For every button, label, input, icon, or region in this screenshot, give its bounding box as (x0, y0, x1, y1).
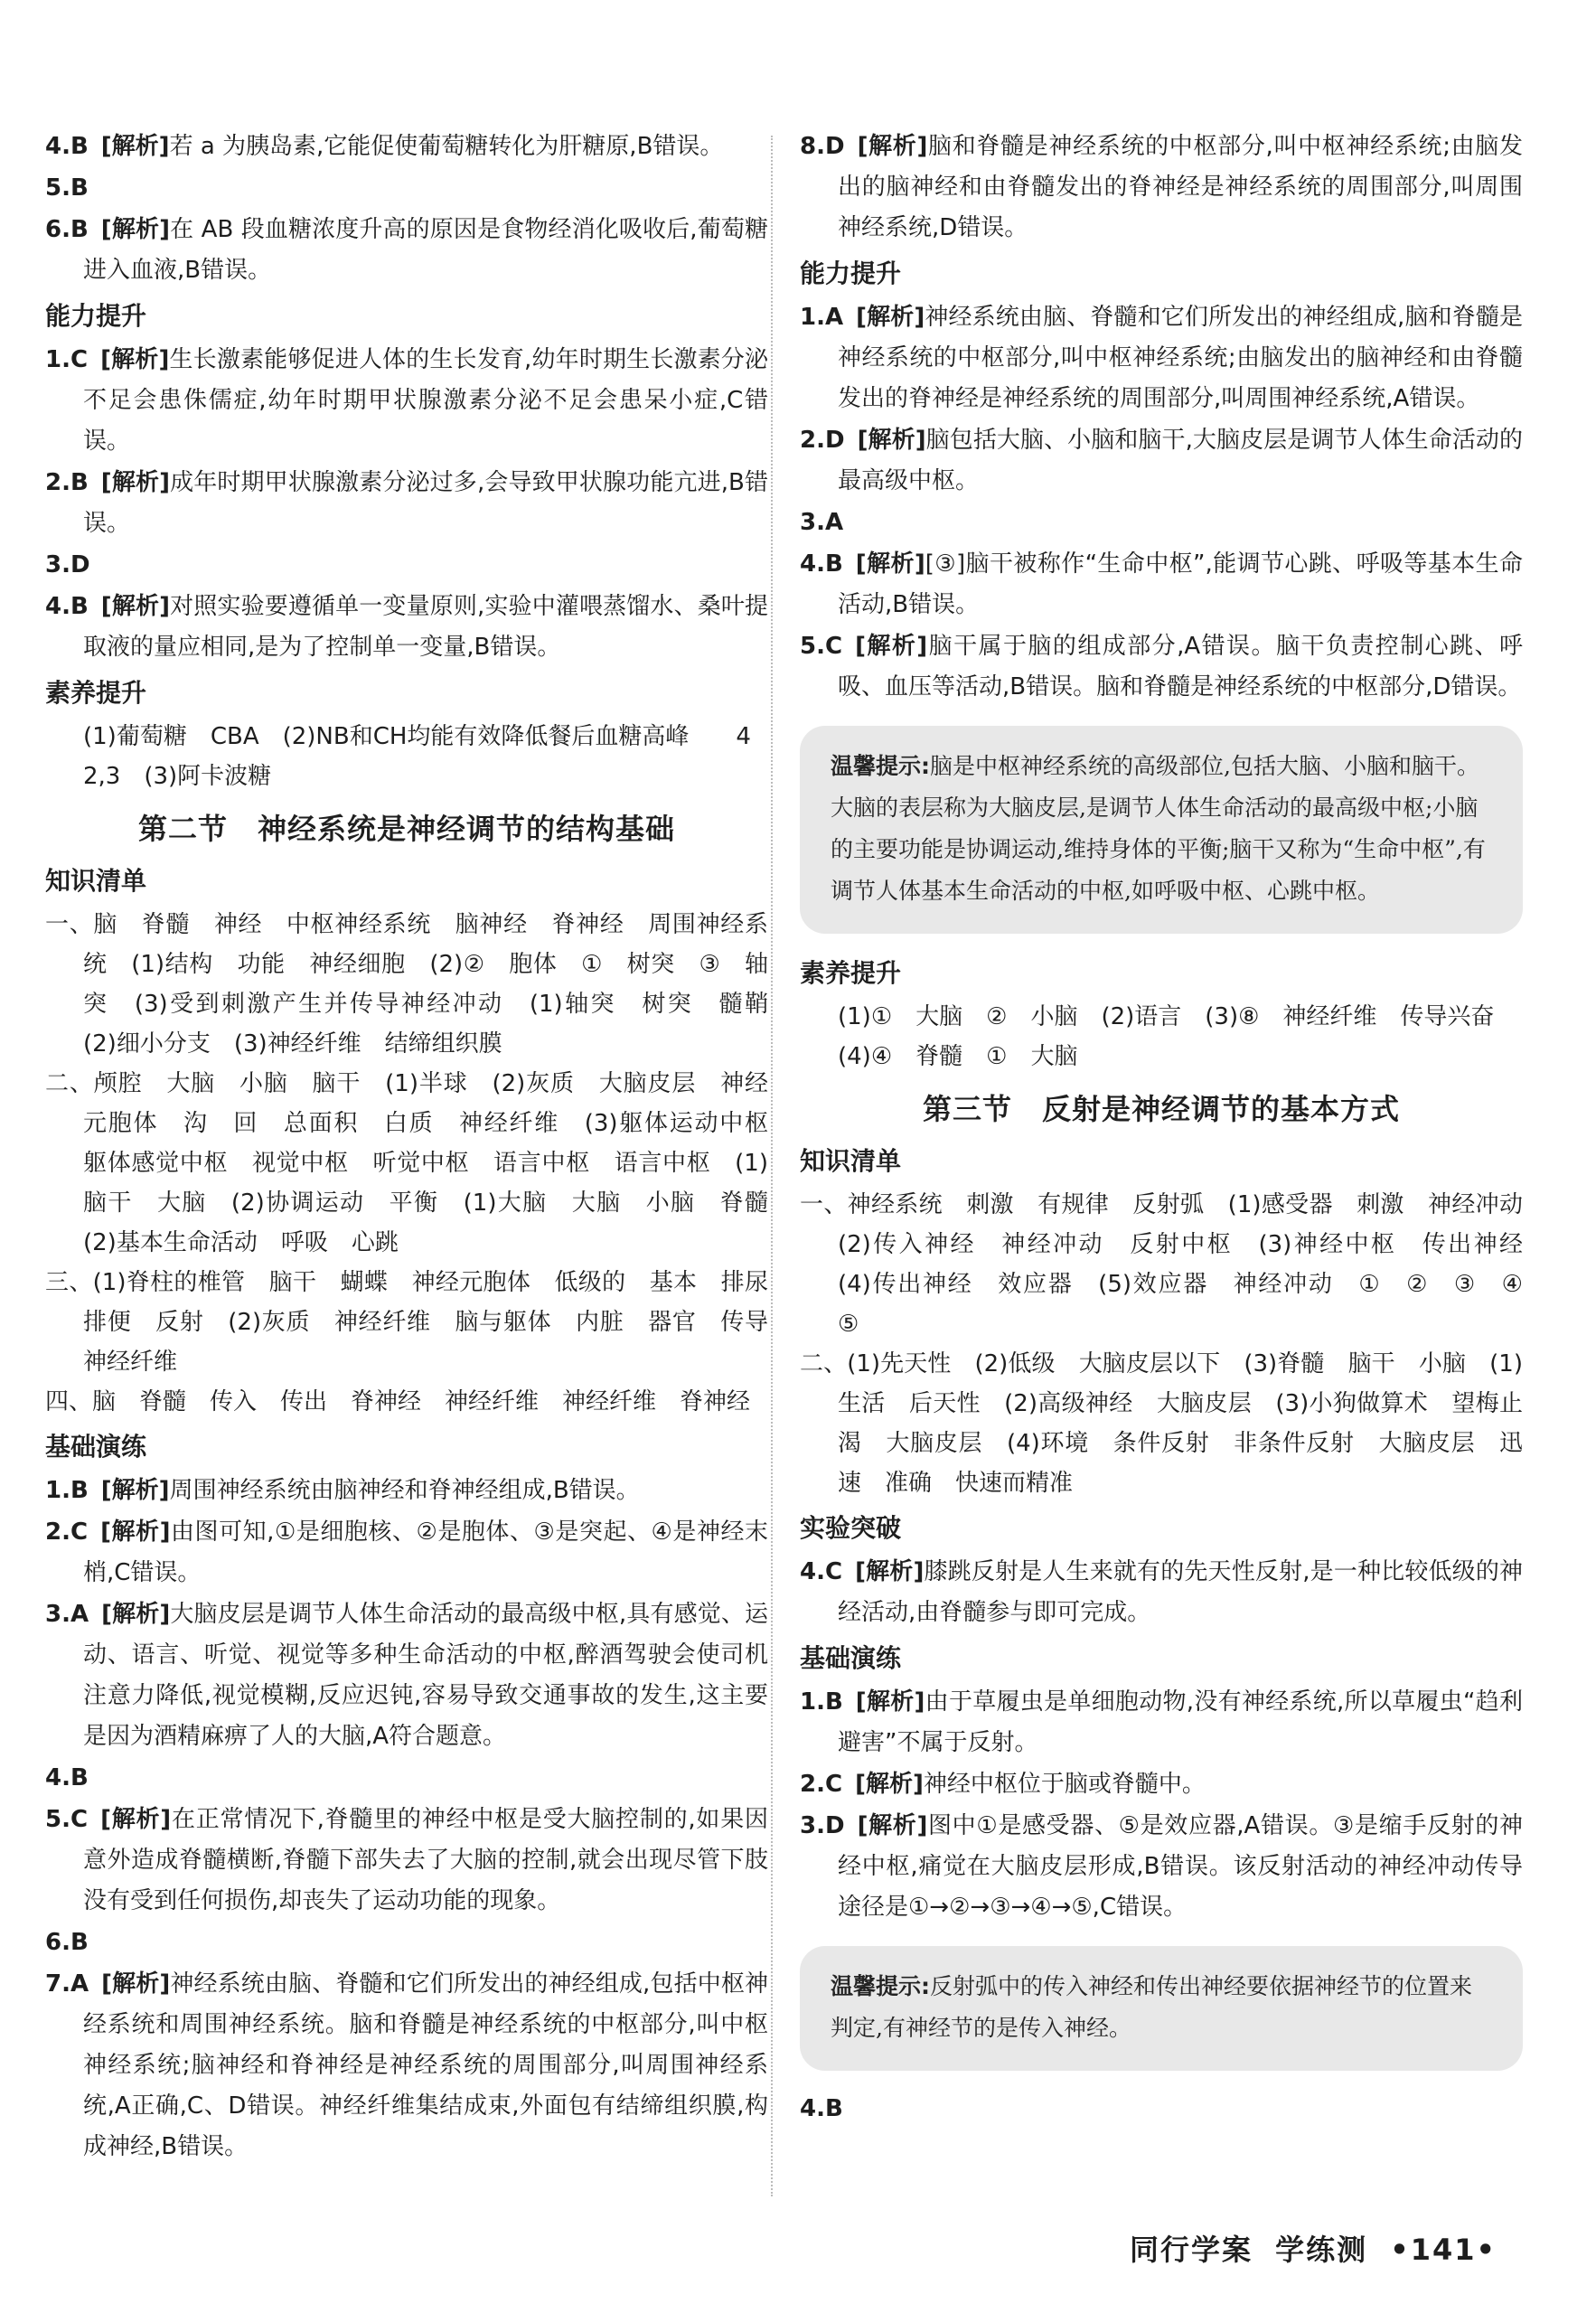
answer-explanation: 周围神经系统由脑神经和脊神经组成,B错误。 (169, 1477, 640, 1504)
answer-number: 6. (45, 216, 70, 243)
right-literacy-text: (1)① 大脑 ② 小脑 (2)语言 (3)⑧ 神经纤维 传导兴奋 (4)④ 脊髓 ① 大脑 (838, 1003, 1518, 1070)
answer-explanation: 对照实验要遵循单一变量原则,实验中灌喂蒸馏水、桑叶提取液的量应相同,是为了控制单一变量,B错误。 (83, 593, 768, 661)
answer-explanation: 神经系统由脑、脊髓和它们所发出的神经组成,包括中枢神经系统和周围神经系统。脑和脊髓是神经系统的中枢部分,叫中枢神经系统;脑神经和脊神经是神经系统的周围部分,叫周围神经系统,A正确,C、D错误。神经纤维集结成束,外面包有结缔组织膜,构成神经,B错误。 (83, 1970, 768, 2160)
answer-number: 4. (45, 1764, 70, 1791)
answer-choice: B (824, 550, 843, 578)
knowledge-item: 二、颅腔 大脑 小脑 脑干 (1)半球 (2)灰质 大脑皮层 神经元胞体 沟 回 总面积 白质 神经纤维 (3)躯体运动中枢 躯体感觉中枢 视觉中枢 听觉中枢 语言中枢 语言中枢 (1)脑干 大脑 (2)协调运动 平衡 (1)大脑 大脑 小脑 脊髓 (2)基本生命活动 呼吸 心跳 (45, 1070, 793, 1256)
knowledge-item: 四、脑 脊髓 传入 传出 脊神经 神经纤维 神经纤维 脊神经 (45, 1388, 751, 1415)
answer-explanation: 脑和脊髓是神经系统的中枢部分,叫中枢神经系统;由脑发出的脑神经和由脊髓发出的脊神经是神经系统的周围部分,叫周围神经系统,D错误。 (838, 133, 1523, 241)
left-knowledge-list (45, 905, 793, 1422)
answer-choice: A (824, 509, 844, 536)
answer-item (800, 1552, 1523, 1633)
analysis-tag: [解析] (857, 1812, 928, 1839)
analysis-tag: [解析] (100, 1806, 172, 1833)
left-intro-answers (45, 127, 768, 291)
answer-choice: C (70, 1518, 89, 1546)
knowledge-item: 一、神经系统 刺激 有规律 反射弧 (1)感受器 刺激 神经冲动 (2)传入神经 神经冲动 反射中枢 (3)神经中枢 传出神经 (4)传出神经 效应器 (5)效应器 神经冲动 ① ② ③ ④ ⑤ (800, 1191, 1547, 1338)
answer-explanation: 生长激素能够促进人体的生长发育,幼年时期生长激素分泌不足会患侏儒症,幼年时期甲状腺激素分泌不足会患呆小症,C错误。 (83, 346, 768, 455)
analysis-tag: [解析] (101, 1601, 171, 1628)
answer-choice: C (824, 1771, 843, 1798)
answer-number: 3. (800, 1812, 825, 1839)
right-top-answers (800, 127, 1523, 249)
answer-explanation: 图中①是感受器、⑤是效应器,A错误。③是缩手反射的神经中枢,痛觉在大脑皮层形成,B错误。该反射活动的神经冲动传导途径是①→②→③→④→⑤,C错误。 (838, 1812, 1523, 1921)
analysis-tag: [解析] (855, 633, 928, 660)
answer-choice: B (70, 174, 89, 202)
answer-explanation: 若 a 为胰岛素,它能促使葡萄糖转化为肝糖原,B错误。 (169, 133, 724, 160)
section3-title: 第三节 反射是神经调节的基本方式 (922, 1092, 1400, 1126)
answer-number: 3. (45, 1601, 70, 1628)
footer-series: 学练测 (1275, 2233, 1368, 2267)
answer-number: 6. (45, 1929, 70, 1956)
answer-item (45, 340, 768, 462)
answer-choice: B (70, 216, 89, 243)
right-last-answers (800, 2089, 1523, 2130)
answer-item (45, 127, 768, 167)
answer-number: 8. (800, 133, 825, 160)
answer-item (45, 1471, 768, 1511)
answer-item (45, 587, 768, 668)
answer-number: 4. (45, 133, 70, 160)
analysis-tag: [解析] (856, 304, 925, 331)
answer-item (45, 463, 768, 544)
answer-item (45, 1923, 768, 1963)
answer-explanation: 由于草履虫是单细胞动物,没有神经系统,所以草履虫“趋利避害”不属于反射。 (838, 1688, 1523, 1756)
answer-explanation: 成年时期甲状腺激素分泌过多,会导致甲状腺功能亢进,B错误。 (83, 469, 768, 537)
answer-item (45, 1594, 768, 1757)
answer-number: 1. (800, 304, 825, 331)
knowledge-item: 一、脑 脊髓 神经 中枢神经系统 脑神经 脊神经 周围神经系统 (1)结构 功能 神经细胞 (2)② 胞体 ① 树突 ③ 轴突 (3)受到刺激产生并传导神经冲动 (1)轴突 树突 髓鞘 (2)细小分支 (3)神经纤维 结缔组织膜 (45, 911, 793, 1058)
left-knowledge-heading: 知识清单 (45, 866, 147, 896)
answer-item (800, 1682, 1523, 1763)
answer-choice: B (70, 133, 89, 160)
left-ability-heading: 能力提升 (45, 301, 147, 331)
answer-number: 4. (45, 593, 70, 620)
answer-item (45, 1758, 768, 1799)
tip-text: 反射弧中的传入神经和传出神经要依据神经节的位置来判定,有神经节的是传入神经。 (831, 1973, 1473, 2041)
answer-item (45, 210, 768, 291)
answer-item (45, 1800, 768, 1922)
right-literacy-heading: 素养提升 (800, 958, 902, 988)
answer-item (800, 503, 1523, 543)
answer-choice: B (824, 1688, 843, 1716)
answer-choice: B (70, 1764, 89, 1791)
answer-number: 1. (800, 1688, 825, 1716)
answer-item (800, 2089, 1523, 2130)
analysis-tag: [解析] (100, 216, 170, 243)
right-basic-heading: 基础演练 (800, 1643, 902, 1673)
analysis-tag: [解析] (100, 133, 170, 160)
answer-number: 2. (800, 427, 825, 454)
knowledge-item: 二、(1)先天性 (2)低级 大脑皮层以下 (3)脊髓 脑干 小脑 (1)生活 后天性 (2)高级神经 大脑皮层 (3)小狗做算术 望梅止渴 大脑皮层 (4)环境 条件反射 非条件反射 大脑皮层 迅速 准确 快速而精准 (800, 1350, 1523, 1497)
answer-choice: B (824, 2095, 843, 2122)
page-footer (1119, 2227, 1497, 2269)
answer-choice: B (70, 1929, 89, 1956)
answer-number: 5. (800, 633, 825, 660)
right-ability-heading: 能力提升 (800, 259, 902, 288)
answer-number: 7. (45, 1970, 70, 1998)
analysis-tag: [解析] (101, 1970, 171, 1998)
answer-explanation: 神经中枢位于脑或脊髓中。 (923, 1771, 1206, 1798)
answer-choice: D (70, 551, 90, 578)
left-literacy-text: (1)葡萄糖 CBA (2)NB和CH均能有效降低餐后血糖高峰 4 2,3 (3)阿卡波糖 (83, 723, 775, 790)
left-basic-heading: 基础演练 (45, 1432, 147, 1462)
answer-explanation: 脑包括大脑、小脑和脑干,大脑皮层是调节人体生命活动的最高级中枢。 (838, 427, 1523, 494)
tip-label: 温馨提示: (831, 1973, 930, 1999)
answer-item (800, 1764, 1523, 1805)
answer-choice: D (824, 133, 845, 160)
section2-title: 第二节 神经系统是神经调节的结构基础 (137, 812, 675, 846)
right-column (800, 127, 1547, 2130)
answer-number: 5. (45, 1806, 70, 1833)
analysis-tag: [解析] (855, 1688, 925, 1716)
answer-choice: C (824, 633, 843, 660)
answer-number: 2. (45, 469, 70, 496)
answer-explanation: [③]脑干被称作“生命中枢”,能调节心跳、呼吸等基本生命活动,B错误。 (838, 550, 1523, 618)
left-ability-answers (45, 340, 768, 668)
analysis-tag: [解析] (100, 1518, 171, 1546)
left-literacy-heading: 素养提升 (45, 678, 147, 708)
answer-number: 4. (800, 1558, 825, 1585)
analysis-tag: [解析] (857, 427, 926, 454)
answer-choice: A (70, 1970, 89, 1998)
analysis-tag: [解析] (855, 1558, 925, 1585)
tip-text: 脑是中枢神经系统的高级部位,包括大脑、小脑和脑干。大脑的表层称为大脑皮层,是调节人体生命活动的最高级中枢;小脑的主要功能是协调运动,维持身体的平衡;脑干又称为“生命中枢”,有调节人体基本生命活动的中枢,如呼吸中枢、心跳中枢。 (831, 753, 1486, 904)
answer-choice: B (70, 593, 89, 620)
answer-explanation: 由图可知,①是细胞核、②是胞体、③是突起、④是神经末梢,C错误。 (83, 1518, 768, 1586)
analysis-tag: [解析] (855, 550, 925, 578)
answer-choice: B (70, 1477, 89, 1504)
answer-item (45, 168, 768, 209)
tip-label: 温馨提示: (831, 753, 930, 779)
answer-number: 1. (45, 1477, 70, 1504)
answer-item (800, 626, 1523, 708)
answer-choice: C (70, 346, 89, 373)
tip-box-brain (800, 726, 1523, 934)
answer-number: 3. (800, 509, 825, 536)
answer-item (800, 420, 1523, 502)
answer-item (800, 544, 1523, 625)
answer-number: 2. (45, 1518, 70, 1546)
answer-item (45, 545, 768, 586)
answer-item (45, 1512, 768, 1594)
analysis-tag: [解析] (100, 469, 170, 496)
right-ability-answers (800, 297, 1523, 708)
column-divider (771, 136, 773, 2196)
answer-choice: C (70, 1806, 89, 1833)
answer-choice: A (70, 1601, 89, 1628)
analysis-tag: [解析] (100, 593, 170, 620)
analysis-tag: [解析] (100, 1477, 170, 1504)
answer-explanation: 大脑皮层是调节人体生命活动的最高级中枢,具有感觉、运动、语言、听觉、视觉等多种生命活动的中枢,醉酒驾驶会使司机注意力降低,视觉模糊,反应迟钝,容易导致交通事故的发生,这主要是因为酒精麻痹了人的大脑,A符合题意。 (83, 1601, 768, 1750)
answer-item (45, 1964, 768, 2167)
analysis-tag: [解析] (100, 346, 170, 373)
answer-explanation: 在正常情况下,脊髓里的神经中枢是受大脑控制的,如果因意外造成脊髓横断,脊髓下部失去了大脑的控制,就会出现尽管下肢没有受到任何损伤,却丧失了运动功能的现象。 (83, 1806, 768, 1914)
answer-explanation: 在 AB 段血糖浓度升高的原因是食物经消化吸收后,葡萄糖进入血液,B错误。 (83, 216, 768, 284)
tip-box-reflex (800, 1946, 1523, 2071)
answer-choice: D (824, 427, 845, 454)
answer-explanation: 脑干属于脑的组成部分,A错误。脑干负责控制心跳、呼吸、血压等活动,B错误。脑和脊髓是神经系统的中枢部分,D错误。 (838, 633, 1523, 700)
right-experiment-answers (800, 1552, 1523, 1633)
answer-number: 4. (800, 2095, 825, 2122)
answer-number: 3. (45, 551, 70, 578)
answer-number: 5. (45, 174, 70, 202)
answer-item (800, 127, 1523, 249)
answer-choice: A (824, 304, 844, 331)
page-number: •141• (1390, 2233, 1497, 2267)
answer-choice: D (824, 1812, 845, 1839)
answer-number: 2. (800, 1771, 825, 1798)
right-knowledge-list (800, 1185, 1547, 1503)
left-column (45, 127, 793, 2168)
analysis-tag: [解析] (855, 1771, 924, 1798)
footer-brand: 同行学案 (1129, 2233, 1253, 2267)
answer-number: 4. (800, 550, 825, 578)
knowledge-item: 三、(1)脊柱的椎管 脑干 蝴蝶 神经元胞体 低级的 基本 排尿 排便 反射 (2)灰质 神经纤维 脑与躯体 内脏 器官 传导 神经纤维 (45, 1269, 793, 1376)
right-knowledge-heading: 知识清单 (800, 1146, 902, 1176)
answer-item (800, 1806, 1523, 1928)
right-experiment-heading: 实验突破 (800, 1513, 902, 1543)
analysis-tag: [解析] (857, 133, 928, 160)
answer-explanation: 膝跳反射是人生来就有的先天性反射,是一种比较低级的神经活动,由脊髓参与即可完成。 (838, 1558, 1523, 1626)
answer-item (800, 297, 1523, 419)
answer-number: 1. (45, 346, 70, 373)
answer-choice: B (70, 469, 89, 496)
answer-explanation: 神经系统由脑、脊髓和它们所发出的神经组成,脑和脊髓是神经系统的中枢部分,叫中枢神经系统;由脑发出的脑神经和由脊髓发出的脊神经是神经系统的周围部分,叫周围神经系统,A错误。 (838, 304, 1523, 412)
answer-choice: C (824, 1558, 843, 1585)
left-basic-answers (45, 1471, 768, 2167)
right-basic-answers (800, 1682, 1523, 1928)
